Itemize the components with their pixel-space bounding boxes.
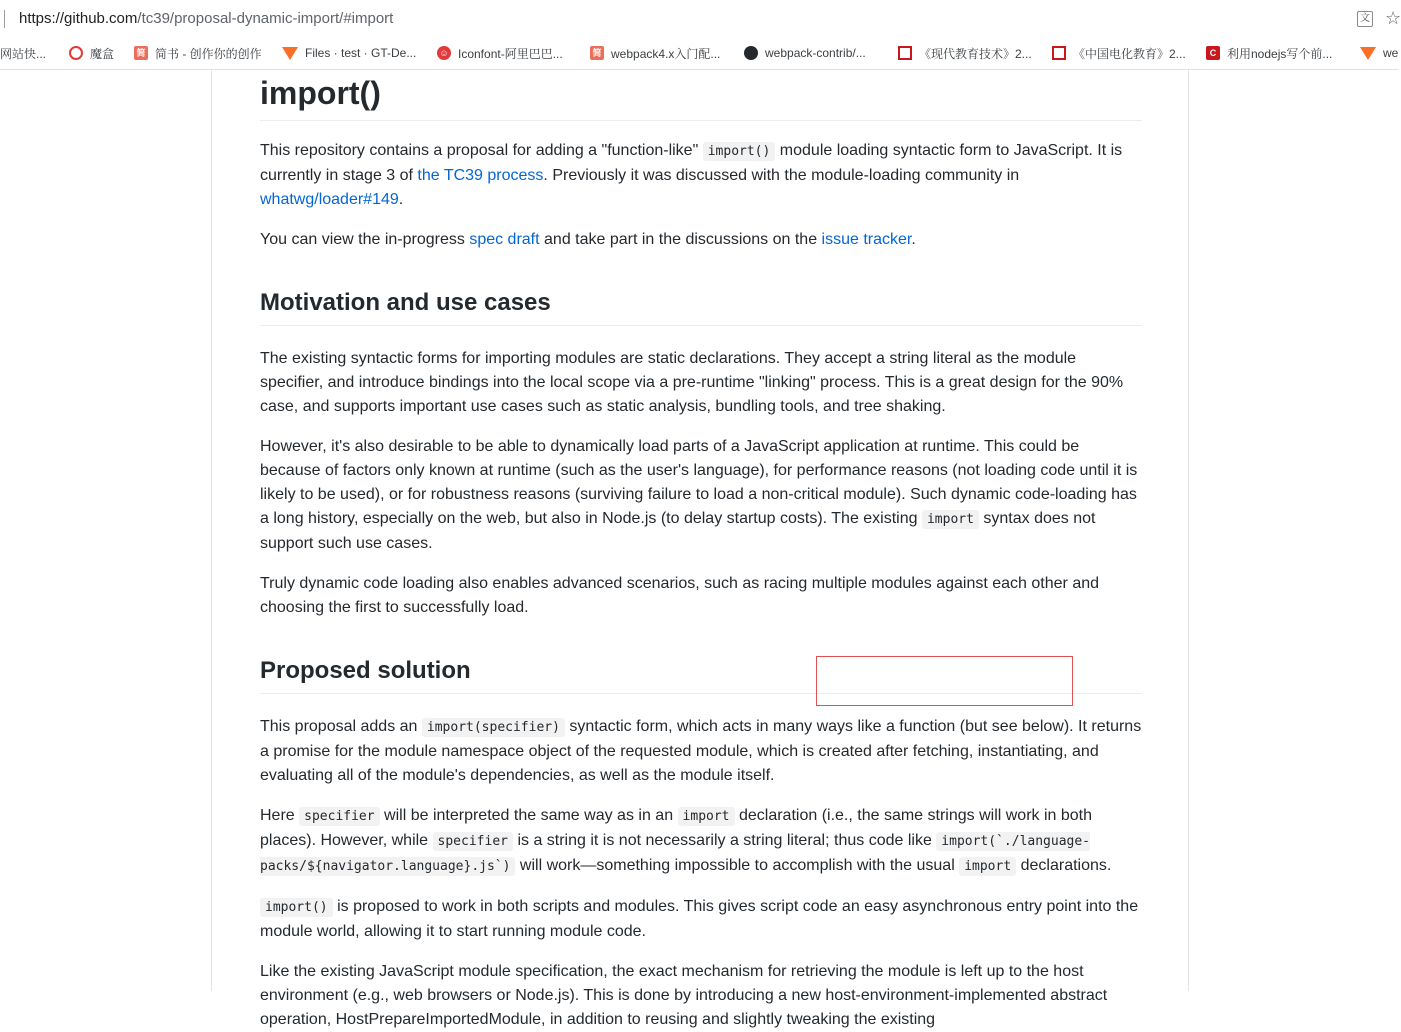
bookmark-item[interactable] [1360, 44, 1398, 62]
translate-icon[interactable]: 文 [1357, 11, 1373, 27]
bookmark-label: 网站快... [0, 46, 47, 61]
text: declaration (i.e., the same strings will work in both places). However, while [260, 807, 1093, 849]
intro-paragraph [260, 139, 1142, 212]
github-icon [744, 46, 758, 60]
bookmark-item[interactable] [437, 44, 563, 62]
text: is a string it is not necessarily a string literal; thus code like [517, 832, 932, 849]
text: This proposal adds an [260, 718, 418, 735]
issue-tracker-link[interactable]: issue tracker [821, 231, 912, 248]
url-path: /tc39/proposal-dynamic-import/#import [137, 10, 394, 27]
inline-code: import() [703, 142, 776, 161]
bookmark-label: we [1383, 46, 1399, 60]
cnki-icon [898, 46, 912, 60]
text: You can view the in-progress [260, 231, 465, 248]
text: module loading syntactic form to JavaScript. It is currently in stage 3 of [260, 142, 1123, 184]
inline-code: import(specifier) [422, 718, 565, 737]
tc39-process-link[interactable]: the TC39 process [417, 167, 544, 184]
proposed-paragraph-3 [260, 895, 1142, 944]
spec-draft-link[interactable]: spec draft [469, 231, 540, 248]
url-host: https://github.com [19, 10, 138, 27]
bookmark-label: 利用nodejs写个前... [1227, 46, 1333, 61]
proposed-paragraph-1 [260, 715, 1142, 788]
bookmark-star-icon[interactable]: ☆ [1385, 8, 1401, 28]
readme-content [260, 70, 1142, 1032]
circle-red-icon [69, 46, 83, 60]
motivation-heading: Motivation and use cases [260, 288, 1142, 326]
proposed-paragraph-2 [260, 804, 1142, 879]
text: However, it's also desirable to be able to dynamically load parts of a JavaScript application at runtime. This could be because of factors only known at runtime (such as the user's language), for performance reasons (not loading code until it is likely to be used), or for robustness reasons (surviving failure to load a non-critical module). Such dynamic code-loading has a long history, especially on the web, but also in Node.js (to delay startup costs). The existing [260, 438, 1138, 527]
text: is proposed to work in both scripts and modules. This gives script code an easy asynchronous entry point into the module world, allowing it to start running module code. [260, 898, 1139, 940]
bookmark-label: 简书 - 创作你的创作 [155, 46, 262, 61]
text: declarations. [1020, 857, 1112, 874]
bookmark-label: 《现代教育技术》2... [919, 46, 1032, 61]
inline-code: import [678, 807, 735, 826]
bookmark-label: 魔盒 [90, 46, 115, 61]
text: will work—something impossible to accomplish with the usual [519, 857, 955, 874]
motivation-paragraph-3: Truly dynamic code loading also enables advanced scenarios, such as racing multiple modules against each other and choosing the first to successfully load. [260, 575, 1100, 616]
jianshu-icon: 简 [134, 46, 148, 60]
jianshu-icon: 简 [590, 46, 604, 60]
bookmark-item[interactable] [898, 44, 1032, 62]
csdn-icon: C [1206, 46, 1220, 60]
inline-code: import [922, 510, 979, 529]
url-field[interactable] [19, 10, 393, 28]
bookmark-label: Iconfont-阿里巴巴... [458, 46, 563, 61]
text: . [911, 231, 916, 248]
address-bar-divider [4, 10, 5, 28]
iconfont-icon: ☺ [437, 46, 451, 60]
bookmark-label: webpack4.x入门配... [611, 46, 721, 61]
text: will be interpreted the same way as in an [384, 807, 674, 824]
bookmark-item[interactable] [282, 44, 416, 62]
bookmark-item[interactable] [1206, 44, 1332, 62]
text: . [398, 191, 404, 208]
text: syntactic form, which acts in many ways like a function (but see below). It returns a promise for the module namespace object of the requested module, which is created after fetching, instantiating, and evaluating all of the module's dependencies, as well as the module itself. [260, 718, 1142, 784]
address-bar[interactable] [0, 0, 1401, 39]
text: syntax does not support such use cases. [260, 510, 1096, 552]
bookmark-item[interactable] [0, 44, 46, 62]
inline-code: specifier [433, 832, 513, 851]
proposed-paragraph-4: Like the existing JavaScript module specification, the exact mechanism for retrieving the module is left up to the host environment (e.g., web browsers or Node.js). This is done by introducing a new host-environment-implemented abstract operation, HostPrepareImportedModule, in addition to reusing and slightly tweaking the existing [260, 963, 1108, 1028]
intro-paragraph-2 [260, 228, 1142, 252]
inline-code: import() [260, 898, 333, 917]
text: . Previously it was discussed with the module-loading community in [543, 167, 1020, 184]
gitlab-icon [1360, 47, 1376, 60]
bookmark-label: webpack-contrib/... [765, 46, 866, 60]
inline-code: import(`./language-packs/${navigator.language}.js`) [260, 834, 1091, 874]
bookmark-item[interactable] [744, 44, 866, 62]
bookmark-item[interactable] [134, 44, 262, 62]
text: and take part in the discussions on the [544, 231, 818, 248]
text: This repository contains a proposal for adding a "function-like" [260, 142, 699, 159]
cnki-icon [1052, 46, 1066, 60]
bookmark-item[interactable] [590, 44, 720, 62]
motivation-paragraph-1: The existing syntactic forms for importing modules are static declarations. They accept a string literal as the module specifier, and introduce bindings into the local scope via a pre-runtime "linking" process. This is a great design for the 90% case, and supports important use cases such as static analysis, bundling tools, and tree shaking. [260, 350, 1124, 415]
bookmarks-bar [0, 38, 1398, 70]
text: Here [260, 807, 295, 824]
inline-code: import [959, 857, 1016, 876]
inline-code: specifier [299, 807, 379, 826]
bookmark-item[interactable] [69, 44, 114, 62]
bookmark-label: Files · test · GT-De... [305, 46, 417, 60]
proposed-solution-heading: Proposed solution [260, 656, 1142, 694]
gitlab-icon [282, 47, 298, 60]
bookmark-item[interactable] [1052, 44, 1186, 62]
whatwg-loader-link[interactable]: whatwg/loader#149 [260, 191, 399, 208]
page-title: import() [260, 70, 1142, 121]
bookmark-label: 《中国电化教育》2... [1073, 46, 1186, 61]
motivation-paragraph-2 [260, 435, 1142, 556]
